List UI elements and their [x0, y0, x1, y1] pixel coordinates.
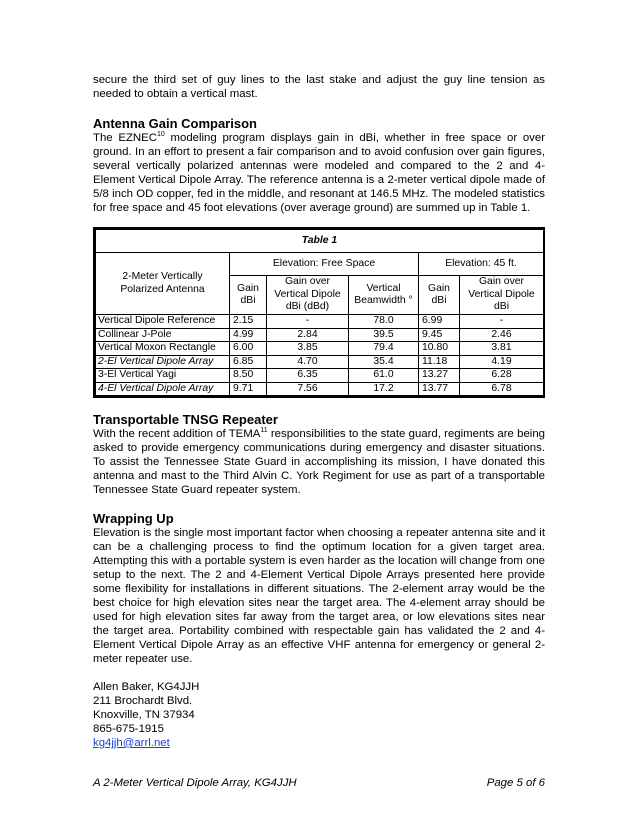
cell-gain: 2.15 [230, 315, 267, 329]
cell-gain: 4.99 [230, 328, 267, 342]
author-phone: 865-675-1915 [93, 723, 164, 735]
col-gain-over-dipole-45: Gain over Vertical Dipole dBi [460, 276, 544, 315]
table-rowhead: 2-Meter Vertically Polarized Antenna [96, 253, 230, 315]
row-name: 3-El Vertical Yagi [96, 369, 230, 383]
gain-comparison-paragraph [93, 131, 545, 215]
tnsg-para-rest: responsibilities to the state guard, regiments are being asked to provide emergency communications during emergency and disaster situations. To assist the Tennessee State Guard in accomplishing its mission, I have donated this antenna and mast to the Third Alvin C. York Regiment for use as part of a transportable Tennessee State Guard repeater system. [93, 428, 545, 496]
cell-beamwidth: 79.4 [349, 342, 419, 356]
cell-gain-45: 13.27 [419, 369, 460, 383]
table-row [96, 355, 544, 369]
gain-para-rest: modeling program displays gain in dBi, whether in free space or over ground. In an effort to present a fair comparison and to avoid confusion over gain figures, several vertically polarized antennas were modeled and compared to the 2 and 4-Element Vertical Dipole Array. The reference antenna is a 2-meter vertical dipole made of 5/8 inch OD copper, fed in the middle, and resonant at 146.5 MHz. The modeled statistics for free space and 45 foot elevations (over average ground) are summed up in Table 1. [93, 132, 545, 214]
table-row [96, 315, 544, 329]
author-address-line2: Knoxville, TN 37934 [93, 709, 195, 721]
wrapping-up-paragraph: Elevation is the single most important factor when choosing a repeater antenna site and it can be a challenging process to find the optimum location for a given target area. Attempting this with a portable system is even harder as the location will change from one setup to the next. The 2 and 4-Element Vertical Dipole Arrays presented here provide some flexibility for installations in different situations. The 2-element array would be the best choice for high elevation sites near the target area. The 4-element array should be used for high elevation sites far away from the target area, or low elevations sites near the target area. Portability combined with respectable gain has validated the 2 and 4-Element Vertical Dipole Array as an effective VHF antenna for emergency or general 2-meter repeater use. [93, 527, 545, 665]
cell-gain: 6.85 [230, 355, 267, 369]
cell-gain-dipole-45: 6.78 [460, 382, 544, 396]
cell-gain-dipole: 2.84 [267, 328, 349, 342]
cell-beamwidth: 35.4 [349, 355, 419, 369]
table-row [96, 328, 544, 342]
cell-gain-dipole-45: 2.46 [460, 328, 544, 342]
cell-gain: 6.00 [230, 342, 267, 356]
page-footer [93, 777, 545, 789]
tnsg-repeater-paragraph [93, 427, 545, 497]
cell-gain-45: 9.45 [419, 328, 460, 342]
footer-page-number: Page 5 of 6 [486, 777, 545, 789]
col-vertical-beamwidth: Vertical Beamwidth ° [349, 276, 419, 315]
cell-gain-45: 13.77 [419, 382, 460, 396]
heading-wrapping-up: Wrapping Up [93, 511, 174, 526]
cell-beamwidth: 61.0 [349, 369, 419, 383]
cell-gain-45: 10.80 [419, 342, 460, 356]
col-gain-dbi: Gain dBi [230, 276, 267, 315]
cell-gain-dipole: - [267, 315, 349, 329]
tnsg-para-start: With the recent addition of TEMA [93, 428, 261, 440]
row-name: 2-El Vertical Dipole Array [96, 355, 230, 369]
footer-document-title: A 2-Meter Vertical Dipole Array, KG4JJH [93, 777, 297, 789]
cell-gain: 9.71 [230, 382, 267, 396]
row-name: Collinear J-Pole [96, 328, 230, 342]
cell-gain-dipole: 4.70 [267, 355, 349, 369]
footnote-ref-10[interactable]: 10 [156, 131, 165, 139]
footnote-ref-11[interactable]: 11 [260, 427, 268, 435]
cell-beamwidth: 78.0 [349, 315, 419, 329]
cell-gain-dipole-45: 4.19 [460, 355, 544, 369]
table-title: Table 1 [96, 230, 544, 253]
cell-gain-45: 6.99 [419, 315, 460, 329]
col-group-free-space: Elevation: Free Space [230, 253, 419, 276]
cell-gain-dipole: 7.56 [267, 382, 349, 396]
row-name: Vertical Dipole Reference [96, 315, 230, 329]
author-email-link[interactable]: kg4jjh@arrl.net [93, 737, 170, 749]
document-page [93, 73, 545, 750]
col-gain-dbi-45: Gain dBi [419, 276, 460, 315]
intro-paragraph: secure the third set of guy lines to the last stake and adjust the guy line tension as needed to obtain a vertical mast. [93, 74, 545, 100]
table-row [96, 369, 544, 383]
gain-para-start: The EZNEC [93, 132, 157, 144]
row-name: 4-El Vertical Dipole Array [96, 382, 230, 396]
author-contact-block [93, 680, 545, 750]
cell-gain-dipole-45: - [460, 315, 544, 329]
author-address-line1: 211 Brochardt Blvd. [93, 695, 193, 707]
cell-gain-dipole-45: 3.81 [460, 342, 544, 356]
cell-gain: 8.50 [230, 369, 267, 383]
cell-gain-dipole-45: 6.28 [460, 369, 544, 383]
cell-beamwidth: 17.2 [349, 382, 419, 396]
col-group-45ft: Elevation: 45 ft. [419, 253, 544, 276]
table-1 [93, 227, 545, 398]
author-name: Allen Baker, KG4JJH [93, 681, 200, 693]
cell-gain-45: 11.18 [419, 355, 460, 369]
heading-transportable-tnsg-repeater: Transportable TNSG Repeater [93, 412, 278, 427]
cell-gain-dipole: 3.85 [267, 342, 349, 356]
cell-gain-dipole: 6.35 [267, 369, 349, 383]
col-gain-over-dipole: Gain over Vertical Dipole dBi (dBd) [267, 276, 349, 315]
row-name: Vertical Moxon Rectangle [96, 342, 230, 356]
table-row [96, 382, 544, 396]
heading-antenna-gain-comparison: Antenna Gain Comparison [93, 116, 257, 131]
table-row [96, 342, 544, 356]
cell-beamwidth: 39.5 [349, 328, 419, 342]
